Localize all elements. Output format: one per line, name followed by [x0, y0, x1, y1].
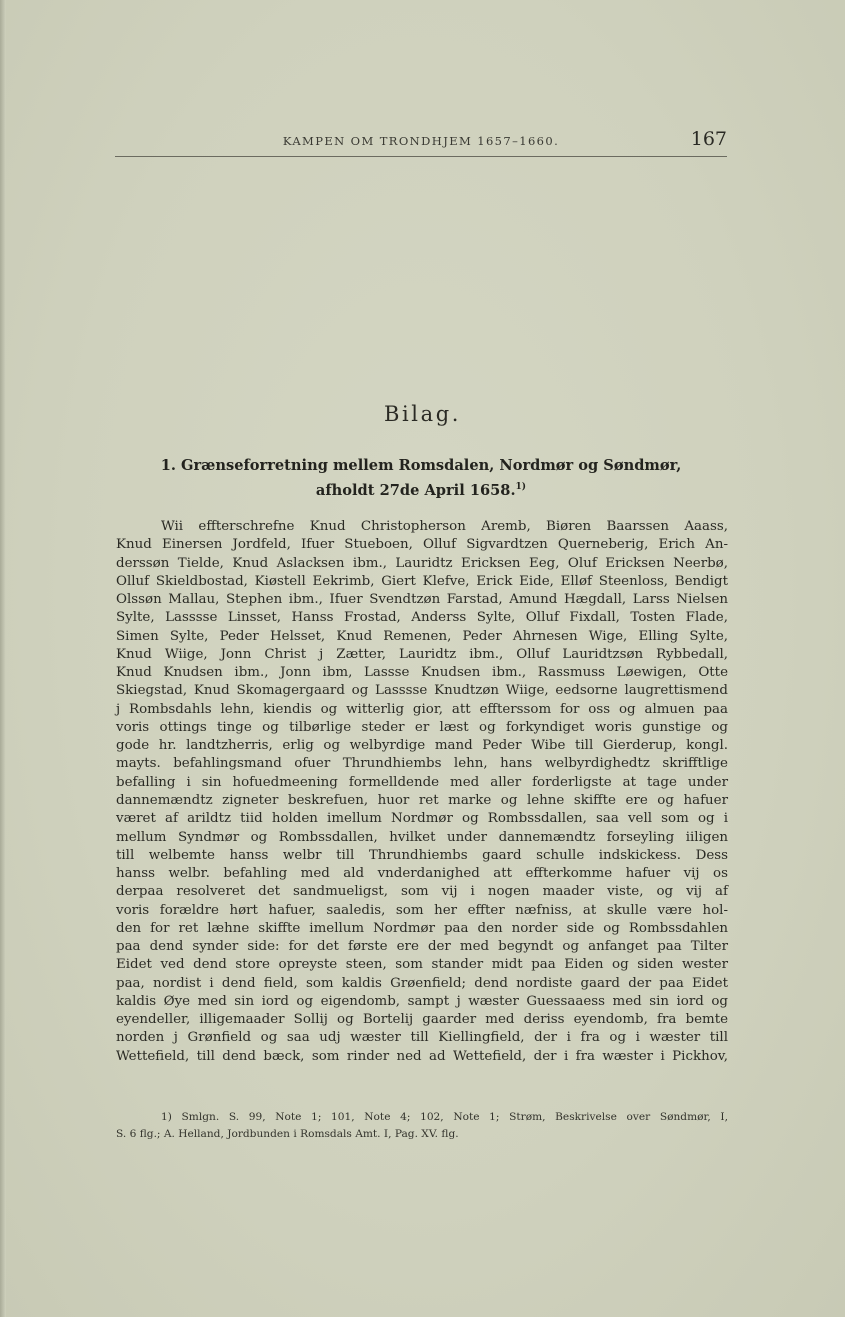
binding-edge [0, 0, 6, 1317]
body-line: paa, nordist i dend field, som kaldis Grøenfield; dend nordiste gaard der paa Eidet [116, 975, 728, 991]
body-line: kaldis Øye med sin iord og eigendomb, sampt j wæster Guessaaess med sin iord og [116, 993, 728, 1009]
page-number: 167 [690, 128, 727, 150]
body-line: Olssøn Mallau, Stephen ibm., Ifuer Svendtzøn Farstad, Amund Hægdall, Larss Nielsen [116, 592, 728, 608]
running-title: KAMPEN OM TRONDHJEM 1657–1660. [282, 134, 560, 148]
body-line: den for ret læhne skiffte imellum Nordmør paa den norder side og Rombssdahlen [116, 920, 728, 936]
body-line: gode hr. landtzherris, erlig og welbyrdige mand Peder Wibe till Gierderup, kongl. [116, 738, 728, 754]
body-line: Skiegstad, Knud Skomagergaard og Lasssse Knudtzøn Wiige, eedsorne laugrettismend [116, 683, 728, 699]
footnote-line: S. 6 flg.; A. Helland, Jordbunden i Romsdals Amt. I, Pag. XV. flg. [116, 1128, 459, 1140]
body-line: Olluf Skieldbostad, Kiøstell Eekrimb, Giert Klefve, Erick Eide, Elløf Steenloss, Bendigt [116, 573, 728, 589]
document-heading [115, 453, 727, 503]
body-line: været af arildtz tiid holden imellum Nordmør og Rombssdallen, saa vell som og i [116, 811, 728, 827]
body-line: voris forældre hørt hafuer, saaledis, som her effter næfniss, at skulle være hol- [116, 902, 728, 918]
body-line: voris ottings tinge og tilbørlige steder er læst og forkyndiget woris gunstige og [116, 719, 728, 735]
body-line: befalling i sin hofuedmeening formelldende med aller forderligste at tage under [116, 774, 728, 790]
body-line: Knud Einersen Jordfeld, Ifuer Stueboen, Olluf Sigvardtzen Querneberig, Erich An- [116, 537, 728, 553]
body-line: j Rombsdahls lehn, kiendis og witterlig gior, att effterssom for oss og almuen paa [116, 701, 728, 717]
body-line: norden j Grønfield og saa udj wæster till Kiellingfield, der i fra og i wæster till [116, 1030, 728, 1046]
body-line: Knud Wiige, Jonn Christ j Zætter, Lauridtz ibm., Olluf Lauridtzsøn Rybbedall, [116, 646, 728, 662]
footnote-reference: 1) [515, 482, 527, 493]
document-heading-line-2 [115, 478, 727, 503]
section-title: Bilag. [383, 402, 462, 426]
body-line: derpaa resolveret det sandmueligst, som vij i nogen maader viste, og vij af [116, 884, 728, 900]
body-line: dannemændtz zigneter beskrefuen, huor ret marke og lehne skiffte ere og hafuer [116, 792, 728, 808]
body-line: hanss welbr. befahling med ald vnderdanighed att effterkomme hafuer vij os [116, 866, 728, 882]
body-line: eyendeller, illigemaader Sollij og Bortelij gaarder med deriss eyendomb, fra bemte [116, 1012, 728, 1028]
body-text [116, 518, 728, 1066]
body-line: Eidet ved dend store opreyste steen, som stander midt paa Eiden og siden wester [116, 957, 728, 973]
footnote [116, 1109, 728, 1143]
running-header [115, 128, 727, 157]
body-line: Wii effterschrefne Knud Christopherson Aremb, Biøren Baarssen Aaass, [161, 519, 728, 534]
document-heading-line-1: 1. Grænseforretning mellem Romsdalen, Nordmør og Søndmør, [160, 457, 682, 474]
body-line: paa dend synder side: for det første ere der med begyndt og anfanget paa Tilter [116, 939, 728, 955]
document-heading-line-2-text: afholdt 27de April 1658. [315, 482, 516, 499]
body-line: derssøn Tielde, Knud Aslacksen ibm., Lauridtz Ericksen Eeg, Oluf Ericksen Neerbø, [116, 555, 728, 571]
body-line: Sylte, Lasssse Linsset, Hanss Frostad, Anderss Sylte, Olluf Fixdall, Tosten Flade, [116, 610, 728, 626]
body-line: till welbemte hanss welbr till Thrundhiembs gaard schulle indskickess. Dess [116, 847, 728, 863]
body-line: Knud Knudsen ibm., Jonn ibm, Lassse Knudsen ibm., Rassmuss Løewigen, Otte [116, 665, 728, 681]
body-line: mellum Syndmør og Rombssdallen, hvilket under dannemændtz forseyling iiligen [116, 829, 728, 845]
body-line: Simen Sylte, Peder Helsset, Knud Remenen, Peder Ahrnesen Wige, Elling Sylte, [116, 628, 728, 644]
footnote-line: 1) Smlgn. S. 99, Note 1; 101, Note 4; 102, Note 1; Strøm, Beskrivelse over Søndmør, I, [161, 1111, 728, 1123]
body-line: mayts. befahlingsmand ofuer Thrundhiembs lehn, hans welbyrdighedtz skrifftlige [116, 756, 728, 772]
body-line: Wettefield, till dend bæck, som rinder ned ad Wettefield, der i fra wæster i Pickhov, [116, 1048, 728, 1064]
